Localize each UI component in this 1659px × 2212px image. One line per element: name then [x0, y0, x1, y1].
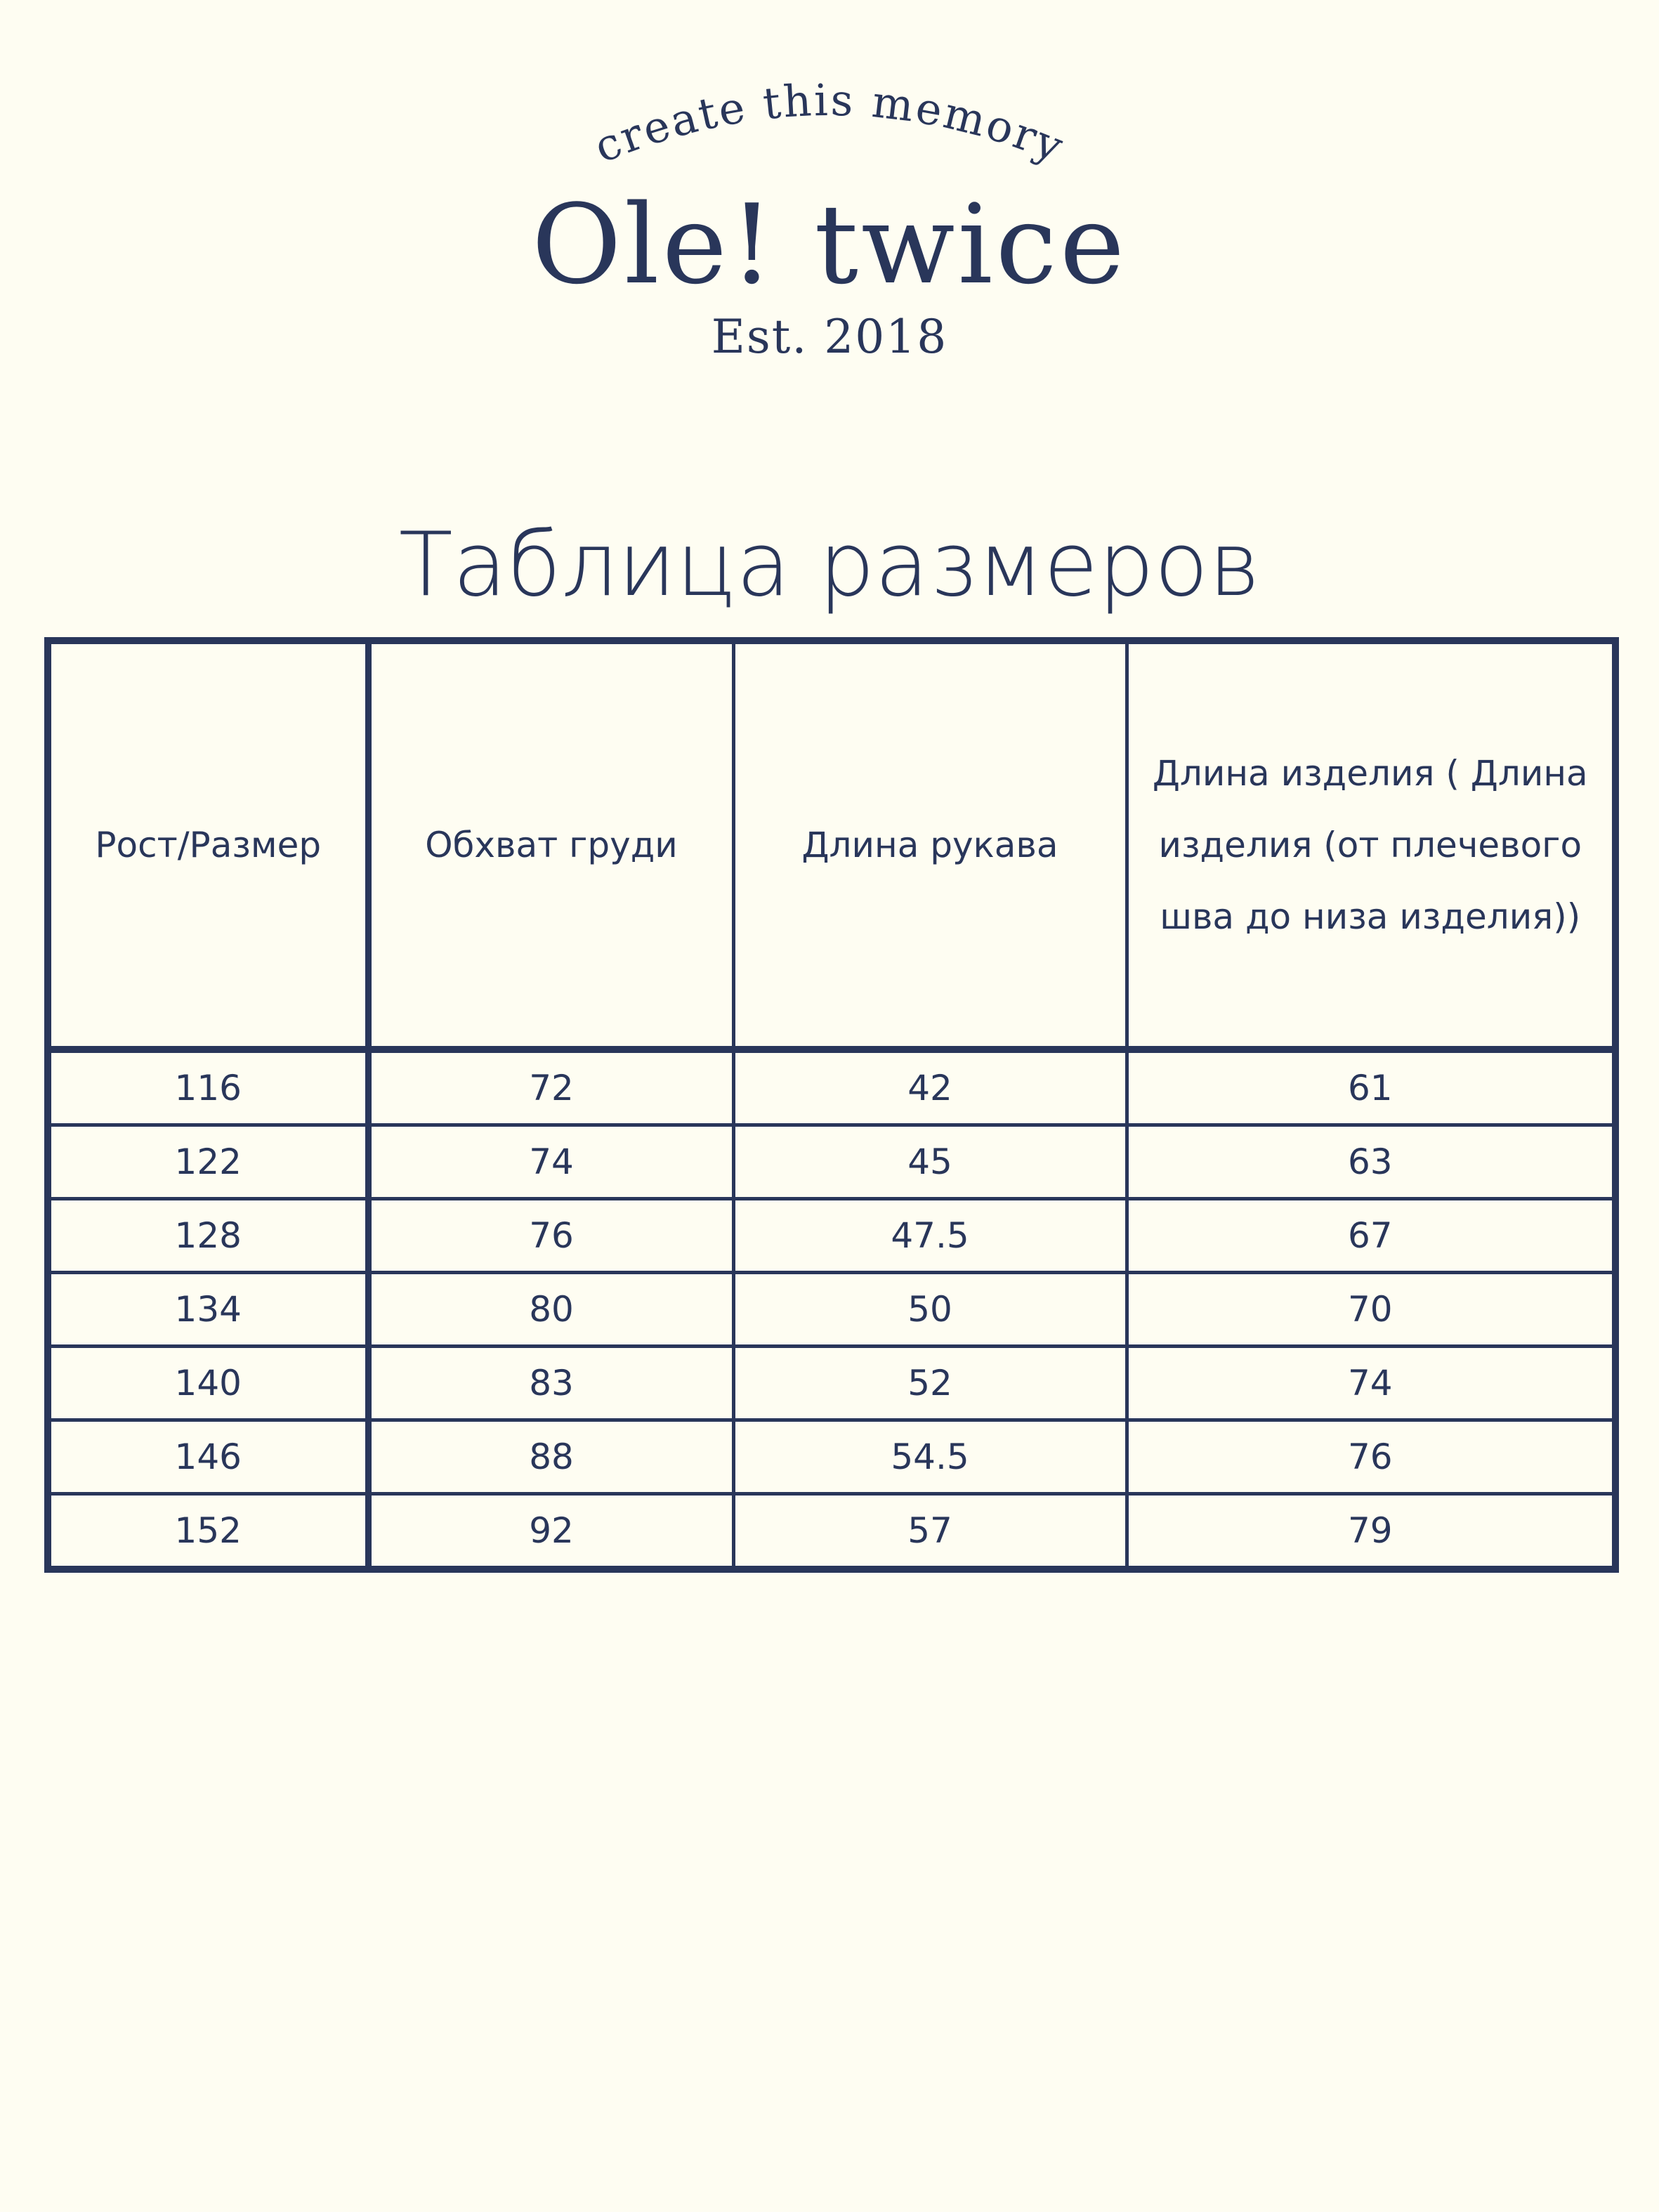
cell-garment-length: 61 [1127, 1049, 1615, 1125]
cell-chest-girth: 76 [368, 1199, 733, 1273]
table-row [48, 1125, 1615, 1199]
cell-height-size: 140 [48, 1347, 368, 1420]
cell-garment-length: 63 [1127, 1125, 1615, 1199]
brand-established: Est. 2018 [711, 310, 948, 364]
cell-chest-girth: 83 [368, 1347, 733, 1420]
header-height-size: Рост/Размер [48, 641, 368, 1049]
cell-chest-girth: 80 [368, 1273, 733, 1347]
cell-chest-girth: 88 [368, 1420, 733, 1494]
cell-sleeve-length: 50 [733, 1273, 1127, 1347]
table-header-row [48, 641, 1615, 1049]
brand-name: Ole! twice [531, 181, 1128, 308]
table-row [48, 1273, 1615, 1347]
brand-tagline-arc [0, 0, 1659, 183]
cell-height-size: 122 [48, 1125, 368, 1199]
cell-sleeve-length: 42 [733, 1049, 1127, 1125]
cell-height-size: 152 [48, 1494, 368, 1570]
cell-chest-girth: 72 [368, 1049, 733, 1125]
header-chest-girth: Обхват груди [368, 641, 733, 1049]
cell-height-size: 134 [48, 1273, 368, 1347]
size-table [44, 637, 1619, 1573]
cell-sleeve-length: 57 [733, 1494, 1127, 1570]
table-row [48, 1347, 1615, 1420]
cell-height-size: 116 [48, 1049, 368, 1125]
cell-height-size: 128 [48, 1199, 368, 1273]
header-sleeve-length: Длина рукава [733, 641, 1127, 1049]
cell-garment-length: 70 [1127, 1273, 1615, 1347]
cell-garment-length: 74 [1127, 1347, 1615, 1420]
cell-sleeve-length: 54.5 [733, 1420, 1127, 1494]
table-row [48, 1420, 1615, 1494]
cell-garment-length: 76 [1127, 1420, 1615, 1494]
brand-tagline: create this memory [586, 74, 1073, 174]
cell-sleeve-length: 47.5 [733, 1199, 1127, 1273]
cell-garment-length: 67 [1127, 1199, 1615, 1273]
table-row [48, 1494, 1615, 1570]
cell-height-size: 146 [48, 1420, 368, 1494]
cell-sleeve-length: 45 [733, 1125, 1127, 1199]
page-title: Таблица размеров [398, 513, 1261, 617]
cell-chest-girth: 92 [368, 1494, 733, 1570]
cell-sleeve-length: 52 [733, 1347, 1127, 1420]
cell-garment-length: 79 [1127, 1494, 1615, 1570]
cell-chest-girth: 74 [368, 1125, 733, 1199]
svg-text:create this memory [587, 74, 1072, 173]
brand-logo [0, 0, 1659, 393]
table-row [48, 1199, 1615, 1273]
header-garment-length: Длина изделия ( Длина изделия (от плечевого шва до низа изделия)) [1127, 641, 1615, 1049]
table-row [48, 1049, 1615, 1125]
